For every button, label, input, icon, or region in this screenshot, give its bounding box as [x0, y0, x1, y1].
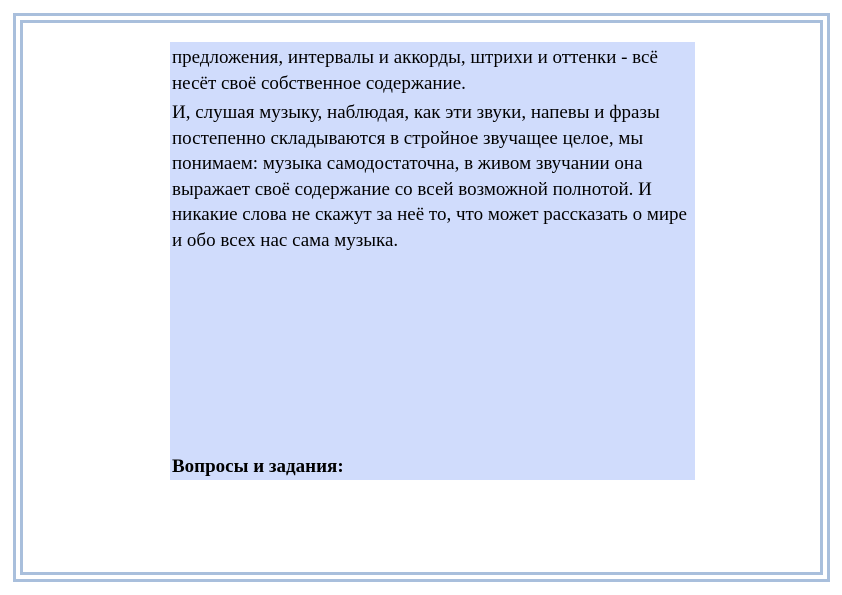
paragraph-1: предложения, интервалы и аккорды, штрихи и оттенки - всё несёт своё собственное содержание.: [172, 47, 658, 94]
section-heading: Вопросы и задания:: [172, 456, 344, 477]
text-block: [170, 42, 695, 480]
paragraph-2: И, слушая музыку, наблюдая, как эти звуки, напевы и фразы постепенно складываются в стройное звучащее целое, мы понимаем: музыка самодостаточна, в живом звучании она выражает своё содержание со всей возможной полнотой. И никакие слова не скажут за неё то, что может рассказать о мире и обо всех нас сама музыка.: [172, 102, 687, 251]
